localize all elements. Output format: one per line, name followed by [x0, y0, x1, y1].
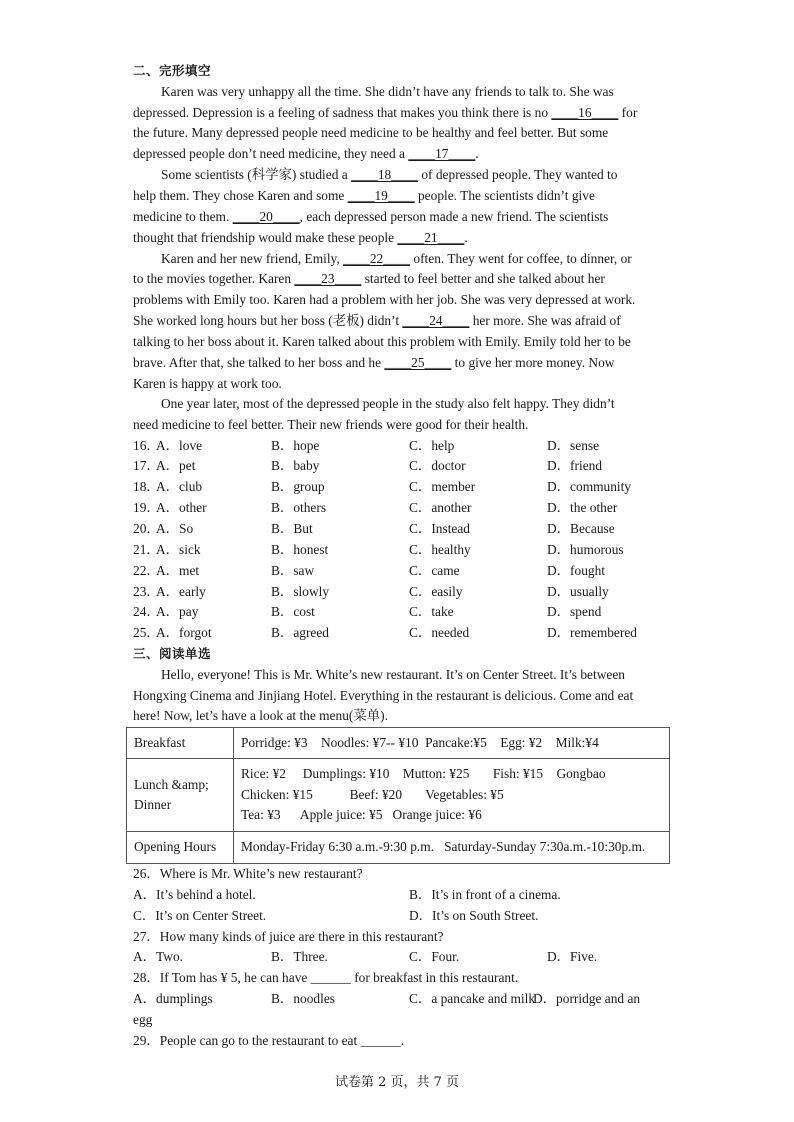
passage-line — [133, 103, 637, 123]
question-22 — [133, 561, 673, 581]
question-17 — [133, 456, 673, 476]
menu-row-hours — [127, 832, 670, 864]
question-number: 22． — [133, 563, 160, 578]
option-d[interactable]: D．porridge and an — [533, 991, 641, 1006]
question-number: 16． — [133, 438, 160, 453]
passage-line: need medicine to feel better. Their new friends were good for their health. — [133, 417, 529, 432]
menu-label: Lunch &amp; Dinner — [127, 759, 234, 832]
option-c[interactable]: C．a pancake and milk — [409, 991, 536, 1006]
option-a[interactable]: A．love — [156, 438, 203, 453]
question-18 — [133, 477, 673, 497]
text: brave. After that, she talked to her boss and he — [133, 355, 385, 370]
option-b[interactable]: B．Three. — [271, 949, 328, 964]
menu-table — [126, 727, 670, 864]
menu-row-lunch-dinner — [127, 759, 670, 832]
option-d[interactable]: D．fought — [547, 563, 606, 578]
option-c[interactable]: C．help — [409, 438, 455, 453]
question-27-stem: 27．How many kinds of juice are there in this restaurant? — [133, 929, 444, 944]
passage-line: One year later, most of the depressed people in the study also felt happy. They didn’t — [161, 396, 615, 411]
menu-label: Breakfast — [127, 728, 234, 759]
blank-18: ____18____ — [351, 167, 419, 182]
option-b[interactable]: B．baby — [271, 458, 320, 473]
option-c[interactable]: C．Four. — [409, 949, 460, 964]
text: for — [618, 105, 638, 120]
question-number: 25． — [133, 625, 160, 640]
question-16 — [133, 436, 673, 456]
option-c[interactable]: C．It’s on Center Street. — [133, 908, 267, 923]
passage-line — [133, 186, 595, 206]
option-c[interactable]: C．came — [409, 563, 460, 578]
blank-17: ____17____ — [408, 146, 476, 161]
option-c[interactable]: C．another — [409, 500, 472, 515]
option-d[interactable]: D．It’s on South Street. — [409, 908, 539, 923]
lunch-line: Chicken: ¥15 Beef: ¥20 Vegetables: ¥5 — [241, 786, 504, 802]
option-a[interactable]: A．It’s behind a hotel. — [133, 887, 256, 902]
text: Karen and her new friend, Emily, — [161, 251, 344, 266]
text: help them. They chose Karen and some — [133, 188, 348, 203]
passage-line: Karen is happy at work too. — [133, 376, 282, 391]
option-d[interactable]: D．spend — [547, 604, 602, 619]
blank-19: ____19____ — [347, 188, 415, 203]
question-number: 21． — [133, 542, 160, 557]
text: to the movies together. Karen — [133, 271, 295, 286]
option-c[interactable]: C．take — [409, 604, 454, 619]
option-b[interactable]: B．hope — [271, 438, 320, 453]
text: thought that friendship would make these people — [133, 230, 398, 245]
option-a[interactable]: A．met — [156, 563, 200, 578]
question-number: 20． — [133, 521, 160, 536]
option-b[interactable]: B．noodles — [271, 991, 335, 1006]
option-d[interactable]: D．the other — [547, 500, 618, 515]
option-c[interactable]: C．member — [409, 479, 476, 494]
text: . — [464, 230, 468, 245]
question-27-options — [133, 947, 673, 967]
hours-value: Monday-Friday 6:30 a.m.-9:30 p.m. Saturday-Sunday 7:30a.m.-10:30p.m. — [241, 839, 646, 855]
blank-21: ____21____ — [397, 230, 465, 245]
passage-line — [133, 207, 608, 227]
question-number: 19． — [133, 500, 160, 515]
question-24 — [133, 602, 673, 622]
option-a[interactable]: A．club — [156, 479, 203, 494]
text: medicine to them. — [133, 209, 233, 224]
question-20 — [133, 519, 673, 539]
option-b[interactable]: B．group — [271, 479, 325, 494]
option-b[interactable]: B．But — [271, 521, 313, 536]
passage-line — [133, 353, 614, 373]
text: to give her more money. Now — [451, 355, 615, 370]
option-d[interactable]: D．usually — [547, 584, 609, 599]
menu-items — [234, 728, 670, 759]
text: . — [475, 146, 479, 161]
option-b[interactable]: B．slowly — [271, 584, 330, 599]
question-19 — [133, 498, 673, 518]
option-a[interactable]: A．Two. — [133, 949, 184, 964]
option-b[interactable]: B．It’s in front of a cinema. — [409, 887, 561, 902]
option-d[interactable]: D．humorous — [547, 542, 624, 557]
passage-line: Karen was very unhappy all the time. She didn’t have any friends to talk to. She was — [161, 84, 614, 99]
intro-line: Hello, everyone! This is Mr. White’s new restaurant. It’s on Center Street. It’s between — [161, 667, 625, 682]
intro-line: Hongxing Cinema and Jinjiang Hotel. Everything in the restaurant is delicious. Come and eat — [133, 688, 634, 703]
passage-line — [133, 311, 621, 331]
text: , each depressed person made a new friend. The scientists — [299, 209, 609, 224]
question-number: 23． — [133, 584, 160, 599]
text: Some scientists (科学家) studied a — [161, 167, 352, 182]
intro-line: here! Now, let’s have a look at the menu(菜单). — [133, 708, 388, 723]
blank-24: ____24____ — [402, 313, 470, 328]
option-a[interactable]: A．forgot — [156, 625, 212, 640]
passage-line: problems with Emily too. Karen had a problem with her job. She was very depressed at work. — [133, 292, 636, 307]
menu-row-breakfast — [127, 728, 670, 759]
option-a[interactable]: A．dumplings — [133, 991, 213, 1006]
text: people. The scientists didn’t give — [414, 188, 595, 203]
option-d-continued: egg — [133, 1012, 153, 1027]
question-28-stem: 28．If Tom has ¥ 5, he can have ______ for breakfast in this restaurant. — [133, 970, 519, 985]
blank-20: ____20____ — [232, 209, 300, 224]
option-b[interactable]: B．others — [271, 500, 327, 515]
question-25 — [133, 623, 673, 643]
page-footer: 试卷第 2 页，共 7 页 — [334, 1075, 460, 1090]
section-heading-reading: 三、阅读单选 — [133, 646, 212, 661]
passage-line: talking to her boss about it. Karen talked about this problem with Emily. Emily told her to be — [133, 334, 631, 349]
passage-line: the future. Many depressed people need medicine to be healthy and feel better. But some — [133, 125, 609, 140]
option-a[interactable]: A．So — [156, 521, 194, 536]
blank-16: ____16____ — [551, 105, 619, 120]
passage-line — [133, 269, 605, 289]
option-c[interactable]: C．needed — [409, 625, 470, 640]
lunch-line: Rice: ¥2 Dumplings: ¥10 Mutton: ¥25 Fish: ¥15 Gongbao — [241, 766, 606, 782]
question-26-stem: 26．Where is Mr. White’s new restaurant? — [133, 866, 363, 881]
question-21 — [133, 540, 673, 560]
passage-line — [133, 228, 468, 248]
option-c[interactable]: C．Instead — [409, 521, 470, 536]
option-b[interactable]: B．saw — [271, 563, 315, 578]
option-d[interactable]: D．sense — [547, 438, 600, 453]
option-d[interactable]: D．Five. — [547, 949, 598, 964]
passage-line — [133, 144, 479, 164]
option-b[interactable]: B．honest — [271, 542, 329, 557]
option-c[interactable]: C．doctor — [409, 458, 466, 473]
text: often. They went for coffee, to dinner, or — [410, 251, 632, 266]
text: depressed. Depression is a feeling of sadness that makes you think there is no — [133, 105, 552, 120]
text: started to feel better and she talked about her — [361, 271, 605, 286]
option-b[interactable]: B．cost — [271, 604, 315, 619]
section-heading-cloze: 二、完形填空 — [133, 63, 212, 78]
option-c[interactable]: C．easily — [409, 584, 463, 599]
text: of depressed people. They wanted to — [418, 167, 618, 182]
question-number: 18． — [133, 479, 160, 494]
option-a[interactable]: A．early — [156, 584, 206, 599]
option-a[interactable]: A．other — [156, 500, 207, 515]
text: her more. She was afraid of — [469, 313, 621, 328]
question-26-options — [133, 906, 673, 926]
blank-23: ____23____ — [294, 271, 362, 286]
passage-line — [161, 249, 632, 269]
question-number: 24． — [133, 604, 160, 619]
option-d[interactable]: D．remembered — [547, 625, 637, 640]
option-b[interactable]: B．agreed — [271, 625, 330, 640]
blank-22: ____22____ — [343, 251, 411, 266]
breakfast-items: Porridge: ¥3 Noodles: ¥7-- ¥10 Pancake:¥5 Egg: ¥2 Milk:¥4 — [241, 734, 599, 750]
question-26-options — [133, 885, 673, 905]
text: depressed people don’t need medicine, they need a — [133, 146, 409, 161]
blank-25: ____25____ — [384, 355, 452, 370]
menu-label: Opening Hours — [127, 832, 234, 864]
option-a[interactable]: A．pet — [156, 458, 196, 473]
option-d[interactable]: D．friend — [547, 458, 603, 473]
passage-line — [161, 165, 617, 185]
option-a[interactable]: A．sick — [156, 542, 201, 557]
option-c[interactable]: C．healthy — [409, 542, 471, 557]
option-a[interactable]: A．pay — [156, 604, 199, 619]
question-28-options — [133, 989, 673, 1009]
question-number: 17． — [133, 458, 160, 473]
question-23 — [133, 582, 673, 602]
menu-items — [234, 832, 670, 864]
question-29-stem: 29．People can go to the restaurant to eat ______. — [133, 1033, 405, 1048]
lunch-line: Tea: ¥3 Apple juice: ¥5 Orange juice: ¥6 — [241, 807, 482, 823]
option-d[interactable]: D．community — [547, 479, 632, 494]
menu-items — [234, 759, 670, 832]
text: She worked long hours but her boss (老板) didn’t — [133, 313, 403, 328]
option-d[interactable]: D．Because — [547, 521, 615, 536]
